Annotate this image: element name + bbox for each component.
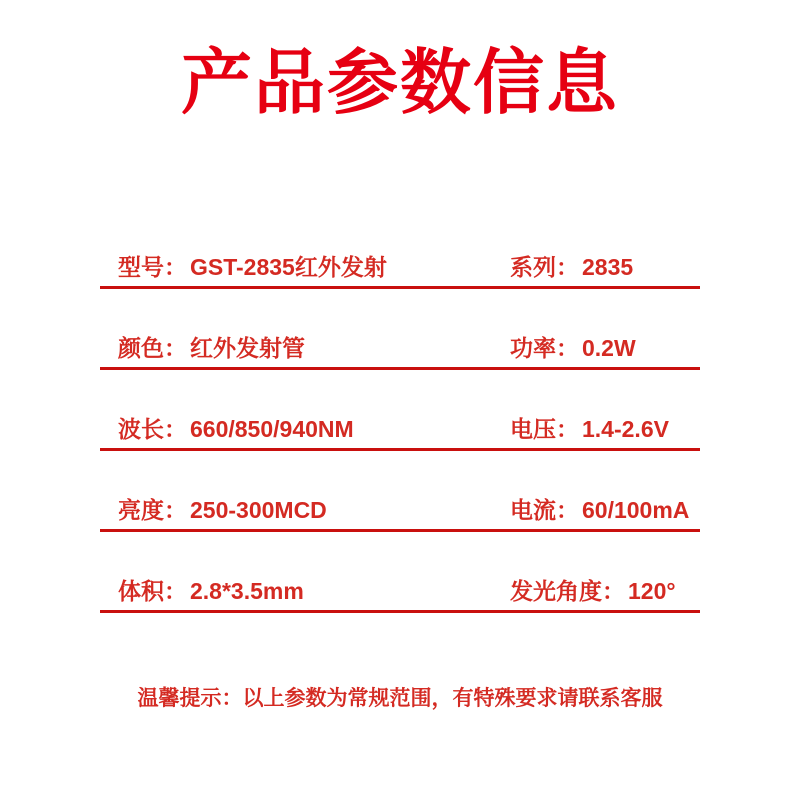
parameter-value: 2835 — [582, 254, 634, 280]
parameter-row-content — [100, 416, 700, 451]
parameter-label: 型号： — [118, 254, 187, 280]
parameter-cell-right — [510, 416, 700, 442]
parameter-row-content — [100, 335, 700, 370]
parameter-value: GST-2835红外发射 — [190, 254, 387, 280]
parameter-label: 波长： — [118, 416, 187, 442]
parameter-row — [100, 335, 700, 416]
parameter-row-content — [100, 497, 700, 532]
parameter-cell-left — [118, 416, 510, 442]
parameter-cell-left — [118, 335, 510, 361]
parameter-label: 电压： — [510, 416, 579, 442]
parameter-cell-right — [510, 254, 700, 280]
parameter-row — [100, 497, 700, 578]
parameter-label: 体积： — [118, 578, 187, 604]
parameter-value: 1.4-2.6V — [582, 416, 669, 442]
parameter-row — [100, 254, 700, 335]
notice-text: 温馨提示：以上参数为常规范围，有特殊要求请联系客服 — [137, 687, 663, 710]
parameter-value: 120° — [628, 578, 676, 604]
parameter-label: 亮度： — [118, 497, 187, 523]
parameter-list — [100, 254, 700, 659]
parameter-value: 2.8*3.5mm — [190, 578, 304, 604]
parameter-label: 系列： — [510, 254, 579, 280]
parameter-value: 660/850/940NM — [190, 416, 354, 442]
parameter-value: 250-300MCD — [190, 497, 327, 523]
parameter-label: 电流： — [510, 497, 579, 523]
parameter-value: 红外发射管 — [190, 335, 305, 361]
parameter-row — [100, 416, 700, 497]
parameter-cell-left — [118, 497, 510, 523]
parameter-row — [100, 578, 700, 659]
parameter-cell-right — [510, 335, 700, 361]
parameter-cell-right — [510, 578, 700, 604]
parameter-row-content — [100, 578, 700, 613]
parameter-cell-left — [118, 578, 510, 604]
parameter-row-content — [100, 254, 700, 289]
parameter-value: 60/100mA — [582, 497, 690, 523]
parameter-label: 颜色： — [118, 335, 187, 361]
page-title: 产品参数信息 — [180, 44, 619, 123]
parameter-label: 功率： — [510, 335, 579, 361]
parameter-value: 0.2W — [582, 335, 636, 361]
parameter-cell-right — [510, 497, 700, 523]
parameter-label: 发光角度： — [510, 578, 625, 604]
parameter-cell-left — [118, 254, 510, 280]
